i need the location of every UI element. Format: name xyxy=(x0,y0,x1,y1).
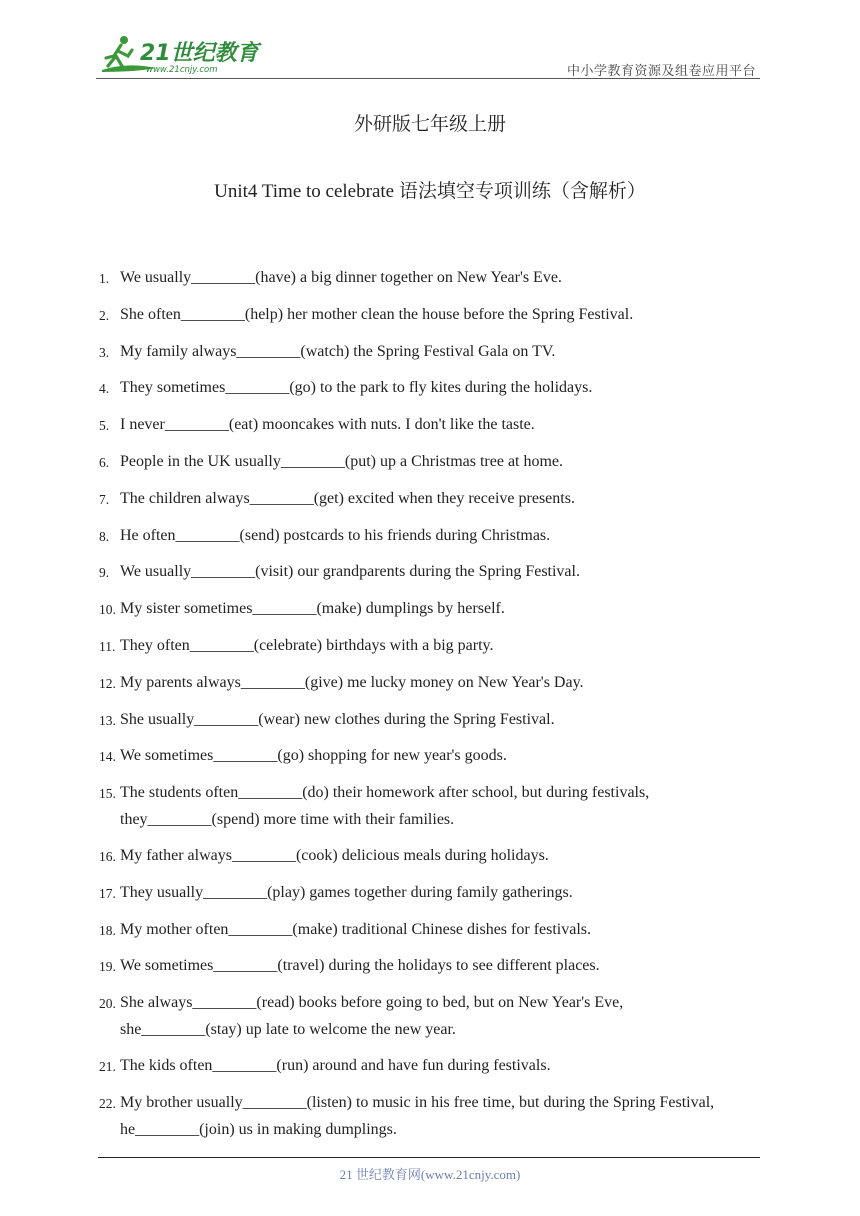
question-line-continued: she________(stay) up late to welcome the new year. xyxy=(120,1021,456,1039)
question-text xyxy=(120,558,779,586)
question-text xyxy=(120,411,779,439)
question-line: The students often________(do) their homework after school, but during festivals, xyxy=(120,784,650,802)
question-text xyxy=(120,879,779,907)
question-text xyxy=(120,485,779,513)
question-item xyxy=(99,374,779,402)
question-item xyxy=(99,1052,779,1080)
question-number: 18. xyxy=(99,922,116,938)
question-line: My brother usually________(listen) to music in his free time, but during the Spring Festival, xyxy=(120,1093,715,1111)
question-line: They often________(celebrate) birthdays with a big party. xyxy=(120,636,494,654)
question-number: 4. xyxy=(99,381,110,397)
question-line: We usually________(visit) our grandparents during the Spring Festival. xyxy=(120,563,580,581)
question-number: 16. xyxy=(99,848,116,864)
question-text xyxy=(120,842,779,870)
question-text xyxy=(120,669,779,697)
question-number: 5. xyxy=(99,418,110,434)
logo xyxy=(96,32,266,76)
question-item xyxy=(99,448,779,476)
question-number: 11. xyxy=(99,638,116,654)
question-item xyxy=(99,485,779,513)
question-text xyxy=(120,952,779,980)
question-item xyxy=(99,338,779,366)
question-text xyxy=(120,1052,779,1080)
question-line: My parents always________(give) me lucky money on New Year's Day. xyxy=(120,673,584,691)
question-number: 19. xyxy=(99,959,116,975)
svg-text:www.21cnjy.com: www.21cnjy.com xyxy=(146,65,218,75)
question-line: They usually________(play) games together during family gatherings. xyxy=(120,883,573,901)
question-text xyxy=(120,742,779,770)
question-text xyxy=(120,595,779,623)
question-text xyxy=(120,916,779,944)
question-number: 15. xyxy=(99,786,116,802)
question-number: 20. xyxy=(99,996,116,1012)
question-number: 2. xyxy=(99,307,110,323)
question-line: My father always________(cook) delicious meals during holidays. xyxy=(120,846,549,864)
question-item xyxy=(99,842,779,870)
question-list xyxy=(99,264,779,1152)
question-line: She often________(help) her mother clean the house before the Spring Festival. xyxy=(120,305,634,323)
question-number: 21. xyxy=(99,1058,116,1074)
question-item xyxy=(99,879,779,907)
question-number: 1. xyxy=(99,271,110,286)
question-number: 13. xyxy=(99,712,116,728)
question-line: We sometimes________(travel) during the holidays to see different places. xyxy=(120,957,600,975)
question-item xyxy=(99,742,779,770)
question-line: People in the UK usually________(put) up a Christmas tree at home. xyxy=(120,452,564,470)
header-platform-text: 中小学教育资源及组卷应用平台 xyxy=(566,64,756,79)
question-line: We usually________(have) a big dinner together on New Year's Eve. xyxy=(120,269,562,286)
question-text xyxy=(120,301,779,329)
question-text xyxy=(120,374,779,402)
question-item xyxy=(99,916,779,944)
question-number: 3. xyxy=(99,344,110,360)
question-line: My family always________(watch) the Spring Festival Gala on TV. xyxy=(120,342,556,360)
question-line: She usually________(wear) new clothes during the Spring Festival. xyxy=(120,710,555,728)
question-item xyxy=(99,558,779,586)
question-line: They sometimes________(go) to the park to fly kites during the holidays. xyxy=(120,379,593,397)
question-line: I never________(eat) mooncakes with nuts. I don't like the taste. xyxy=(120,416,535,434)
question-number: 9. xyxy=(99,565,110,581)
question-text xyxy=(120,1089,779,1143)
question-line: My sister sometimes________(make) dumplings by herself. xyxy=(120,600,505,618)
question-number: 7. xyxy=(99,491,110,507)
question-number: 6. xyxy=(99,454,110,470)
page-footer: 21 世纪教育网(www.21cnjy.com) xyxy=(339,1167,521,1182)
svg-text:21世纪教育: 21世纪教育 xyxy=(140,41,259,66)
question-item xyxy=(99,595,779,623)
question-text xyxy=(120,706,779,734)
question-item xyxy=(99,706,779,734)
question-item xyxy=(99,1089,779,1143)
question-line: The kids often________(run) around and have fun during festivals. xyxy=(120,1056,551,1074)
footer-divider xyxy=(98,1157,760,1158)
page-title: 外研版七年级上册 xyxy=(353,114,506,135)
question-line: She always________(read) books before going to bed, but on New Year's Eve, xyxy=(120,994,624,1012)
question-item xyxy=(99,632,779,660)
question-line-continued: he________(join) us in making dumplings. xyxy=(120,1120,397,1138)
page-header xyxy=(96,28,760,80)
question-item xyxy=(99,264,779,292)
question-number: 14. xyxy=(99,749,116,765)
question-text xyxy=(120,338,779,366)
question-item xyxy=(99,301,779,329)
question-item xyxy=(99,952,779,980)
question-number: 10. xyxy=(99,602,116,618)
question-line: We sometimes________(go) shopping for new year's goods. xyxy=(120,747,507,765)
question-number: 12. xyxy=(99,675,116,691)
question-line-continued: they________(spend) more time with their families. xyxy=(120,811,455,829)
question-item xyxy=(99,779,779,833)
question-number: 22. xyxy=(99,1095,116,1111)
question-text xyxy=(120,448,779,476)
question-line: The children always________(get) excited when they receive presents. xyxy=(120,489,575,507)
question-text xyxy=(120,989,779,1043)
question-text xyxy=(120,632,779,660)
question-text xyxy=(120,779,779,833)
question-text xyxy=(120,264,779,292)
header-divider xyxy=(96,78,760,79)
question-item xyxy=(99,669,779,697)
question-line: My mother often________(make) traditional Chinese dishes for festivals. xyxy=(120,920,592,938)
question-number: 17. xyxy=(99,885,116,901)
question-number: 8. xyxy=(99,528,110,544)
question-item xyxy=(99,989,779,1043)
question-text xyxy=(120,522,779,550)
question-line: He often________(send) postcards to his friends during Christmas. xyxy=(120,526,551,544)
page-subtitle: Unit4 Time to celebrate 语法填空专项训练（含解析） xyxy=(214,181,646,202)
question-item xyxy=(99,522,779,550)
question-item xyxy=(99,411,779,439)
